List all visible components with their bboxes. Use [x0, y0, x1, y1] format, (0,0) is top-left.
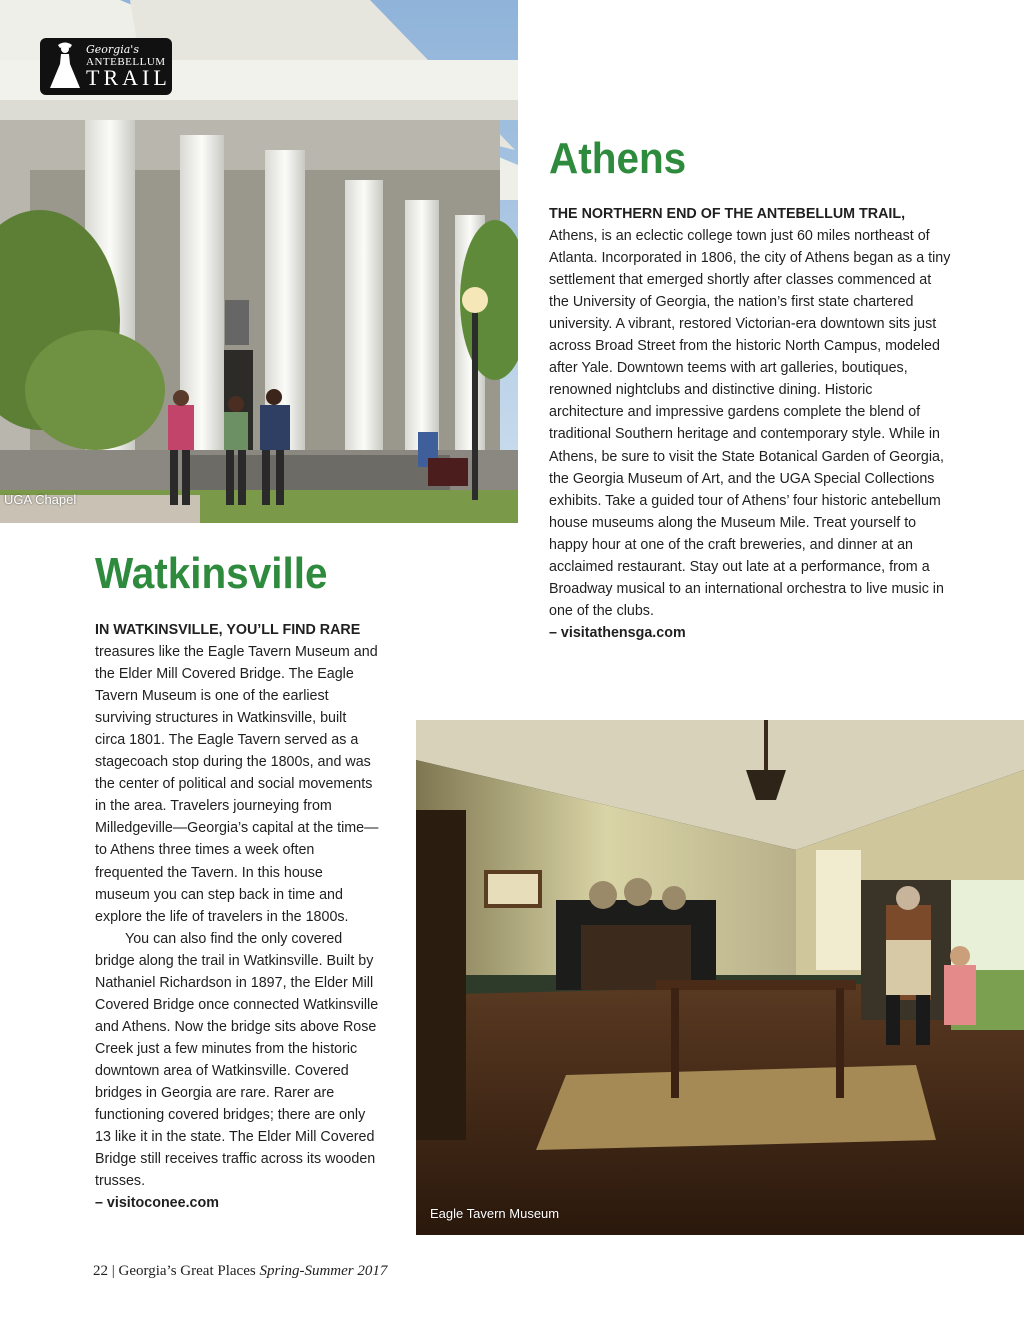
logo-line-2: ANTEBELLUM: [86, 56, 166, 68]
logo-line-1: Georgia's: [86, 43, 139, 56]
athens-credit: – visitathensga.com: [549, 624, 686, 641]
southern-belle-icon: [46, 42, 84, 92]
watkinsville-paragraph-1: treasures like the Eagle Tavern Museum and the Elder Mill Covered Bridge. The Eagle Tavern Museum is one of the earliest surviving structures in Watkinsville, built circa 1801. The Eagle Tavern served as a stagecoach stop during the 1800s, and was the center of political and social movements in the area. Travelers journeying from Milledgeville—Georgia’s capital at the time—to Athens three times a week often frequented the Tavern. In this house museum you can step back in time and explore the life of travelers in the 1800s.: [95, 644, 379, 925]
page-number: 22: [93, 1263, 108, 1279]
issue-name: Spring-Summer 2017: [259, 1263, 388, 1279]
chapel-photo-caption: UGA Chapel: [4, 492, 77, 507]
footer-separator: |: [111, 1263, 115, 1279]
athens-body-text: Athens, is an eclectic college town just 60 miles northeast of Atlanta. Incorporated in 1806, the city of Athens began as a tiny settlement that emerged shortly after classes commenced at the University of Georgia, the nation’s first state chartered university. A vibrant, restored Victorian-era downtown sits just across Broad Street from the historic North Campus, modeled after Yale. Downtown teems with art galleries, boutiques, renowned nightclubs and distinctive dining. Historic architecture and impressive gardens complete the blend of traditional Southern heritage and contemporary style. While in Athens, be sure to visit the State Botanical Garden of Georgia, the Georgia Museum of Art, and the UGA Special Collections exhibits. Take a guided tour of Athens’ four historic antebellum house museums along the Museum Mile. Treat yourself to happy hour at one of the craft breweries, and dinner at an acclaimed restaurant. Stay out late at a performance, from a Broadway musical to an international orchestra to live music in one of the clubs.: [549, 228, 951, 619]
page-footer: [93, 1263, 387, 1280]
watkinsville-paragraph-2: You can also find the only covered bridge along the trail in Watkinsville. Built by Nathaniel Richardson in 1897, the Elder Mill Covered Bridge once connected Watkinsville and Athens. Now the bridge sits above Rose Creek just a few minutes from the historic downtown area of Watkinsville. Covered bridges in Georgia are rare. Rarer are functioning covered bridges; there are only 13 like it in the state. The Elder Mill Covered Bridge still receives traffic across its wooden trusses.: [95, 930, 379, 1190]
athens-lead: THE NORTHERN END OF THE ANTEBELLUM TRAIL,: [549, 206, 906, 222]
logo-line-3: TRAIL: [86, 65, 171, 90]
watkinsville-article: [95, 619, 380, 1214]
tavern-photo-caption: Eagle Tavern Museum: [430, 1206, 560, 1221]
athens-heading: Athens: [549, 134, 687, 183]
watkinsville-credit: – visitoconee.com: [95, 1195, 219, 1212]
watkinsville-heading: Watkinsville: [95, 549, 328, 598]
eagle-tavern-photo: [416, 720, 1024, 1235]
antebellum-trail-logo: [40, 38, 172, 95]
watkinsville-lead: IN WATKINSVILLE, YOU’LL FIND RARE: [95, 622, 361, 638]
publication-name: Georgia’s Great Places: [118, 1263, 256, 1279]
athens-article: [549, 203, 951, 644]
